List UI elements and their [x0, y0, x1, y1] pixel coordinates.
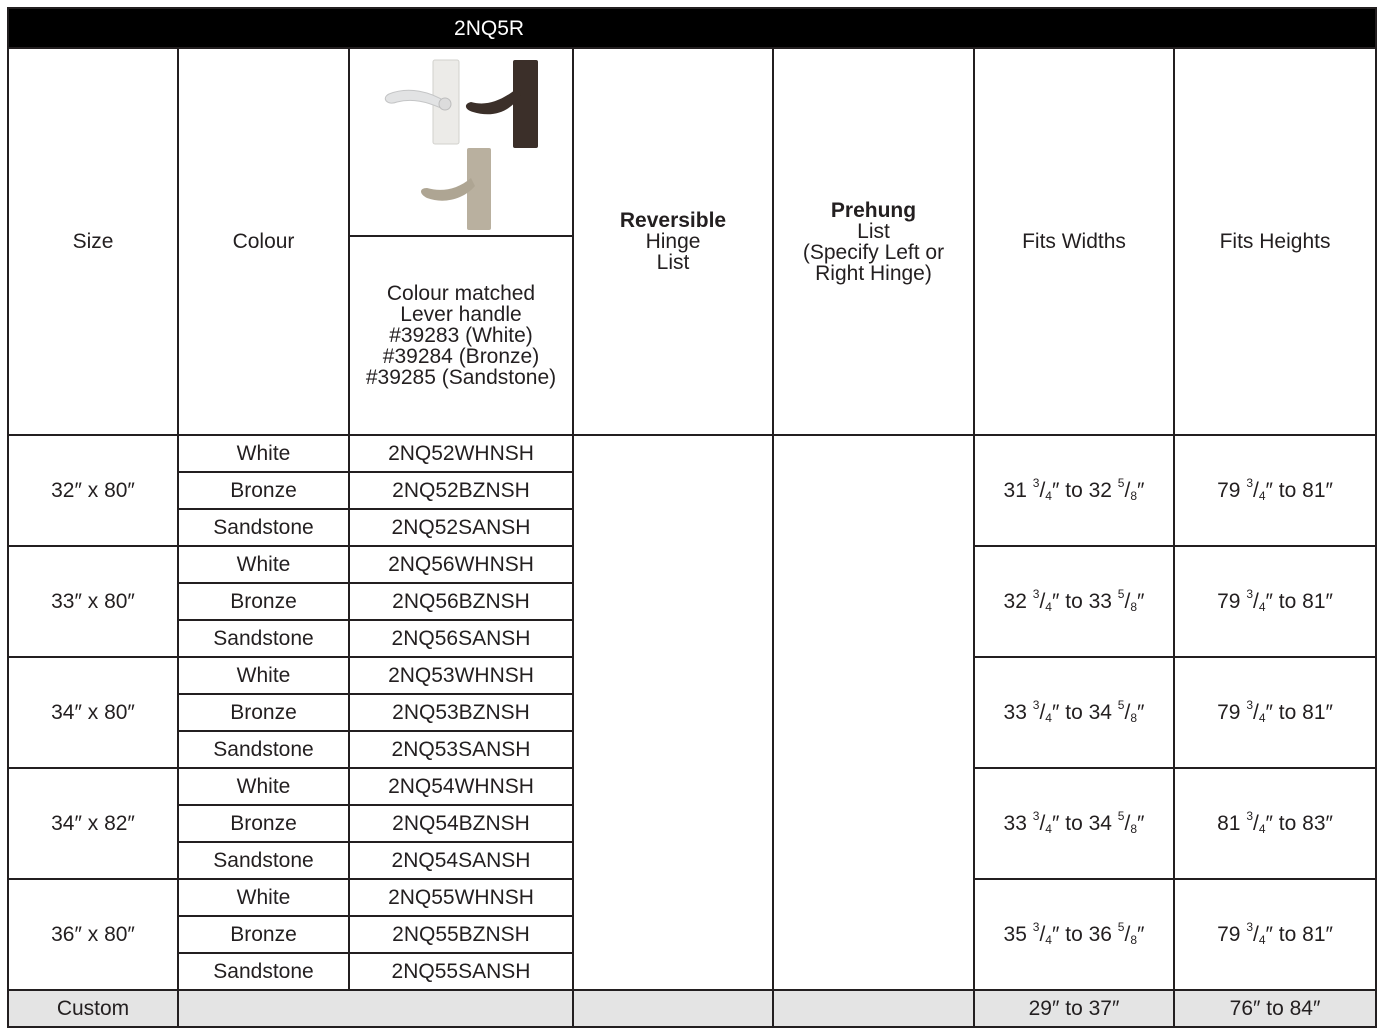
- fraction-den: 4: [1258, 933, 1266, 947]
- colour-cell: Sandstone: [178, 731, 349, 768]
- custom-label: Custom: [8, 990, 178, 1027]
- colour-cell: White: [178, 768, 349, 805]
- height-whole: 81: [1217, 812, 1241, 835]
- fits-height-cell: [1174, 657, 1376, 768]
- fraction-den: 4: [1045, 933, 1052, 947]
- white-lever-handle-icon: [385, 60, 459, 144]
- height-whole: 79: [1217, 479, 1241, 502]
- header-row: [8, 48, 1376, 236]
- fits-width-cell: [974, 435, 1174, 546]
- fraction-den: 8: [1130, 933, 1138, 947]
- fraction: $^3/_4$: [1246, 476, 1266, 503]
- sandstone-lever-handle-icon: [421, 148, 491, 230]
- fraction-den: 4: [1258, 600, 1266, 614]
- product-code-cell: 2NQ56SANSH: [349, 620, 573, 657]
- product-code-cell: 2NQ54BZNSH: [349, 805, 573, 842]
- fraction-den: 8: [1130, 822, 1138, 836]
- colour-cell: Sandstone: [178, 620, 349, 657]
- fraction: $^5/_8$: [1117, 476, 1138, 503]
- header-reversible: [573, 48, 773, 435]
- width-whole: 33: [1003, 701, 1027, 724]
- header-prehung: [773, 48, 974, 435]
- colour-cell: Bronze: [178, 916, 349, 953]
- handle-desc-line: #39283 (White): [389, 324, 533, 347]
- width-mid: ″ to 33: [1051, 590, 1112, 613]
- fraction-den: 4: [1258, 489, 1266, 503]
- table-row: [8, 435, 1376, 472]
- handle-desc-line: Colour matched: [386, 282, 536, 305]
- handle-description: [349, 236, 573, 435]
- fraction-den: 4: [1045, 600, 1052, 614]
- fraction-num: 3: [1246, 809, 1253, 823]
- fraction-num: 3: [1032, 920, 1040, 934]
- height-whole: 79: [1217, 923, 1241, 946]
- product-code-cell: 2NQ53WHNSH: [349, 657, 573, 694]
- width-mid: ″ to 34: [1051, 812, 1112, 835]
- width-end: ″: [1137, 590, 1145, 613]
- product-code-cell: 2NQ54SANSH: [349, 842, 573, 879]
- fraction-num: 3: [1032, 809, 1040, 823]
- header-colour: Colour: [178, 48, 349, 435]
- width-mid: ″ to 32: [1051, 479, 1112, 502]
- size-cell: 34″ x 80″: [8, 657, 178, 768]
- colour-cell: White: [178, 657, 349, 694]
- custom-width: 29″ to 37″: [974, 990, 1174, 1027]
- custom-empty-cell: [178, 990, 573, 1027]
- product-code-cell: 2NQ52SANSH: [349, 509, 573, 546]
- header-fits-heights: Fits Heights: [1174, 48, 1376, 435]
- product-code-cell: 2NQ56BZNSH: [349, 583, 573, 620]
- fraction-den: 4: [1045, 822, 1052, 836]
- height-end: ″ to 81″: [1265, 701, 1333, 724]
- fits-height-cell: [1174, 879, 1376, 990]
- width-whole: 35: [1003, 923, 1027, 946]
- fraction-num: 3: [1032, 476, 1040, 490]
- fraction: $^3/_4$: [1246, 920, 1266, 947]
- fits-width-cell: [974, 546, 1174, 657]
- fits-height-cell: [1174, 435, 1376, 546]
- title-cell: [8, 8, 1376, 48]
- custom-row: [8, 990, 1376, 1027]
- fraction: $^3/_4$: [1032, 920, 1052, 947]
- fraction-den: 8: [1130, 600, 1138, 614]
- fits-width-cell: [974, 768, 1174, 879]
- handle-desc-line: Lever handle: [400, 303, 522, 326]
- colour-cell: White: [178, 546, 349, 583]
- width-end: ″: [1137, 479, 1145, 502]
- size-cell: 32″ x 80″: [8, 435, 178, 546]
- colour-cell: White: [178, 879, 349, 916]
- fraction: $^3/_4$: [1032, 587, 1052, 614]
- fraction-den: 4: [1045, 489, 1052, 503]
- fraction-den: 8: [1130, 711, 1138, 725]
- header-prehung-title: Prehung: [830, 198, 917, 222]
- size-cell: 33″ x 80″: [8, 546, 178, 657]
- fraction-num: 3: [1246, 587, 1253, 601]
- product-code-cell: 2NQ55BZNSH: [349, 916, 573, 953]
- fraction: $^5/_8$: [1117, 920, 1138, 947]
- bronze-lever-handle-icon: [466, 60, 538, 148]
- fraction-num: 5: [1117, 698, 1125, 712]
- height-end: ″ to 81″: [1265, 479, 1333, 502]
- fraction-num: 3: [1032, 698, 1040, 712]
- fraction: $^3/_4$: [1032, 809, 1052, 836]
- height-end: ″ to 81″: [1265, 923, 1333, 946]
- size-cell: 34″ x 82″: [8, 768, 178, 879]
- width-whole: 32: [1003, 590, 1027, 613]
- header-prehung-line: Right Hinge): [815, 261, 932, 285]
- product-code-cell: 2NQ53BZNSH: [349, 694, 573, 731]
- custom-empty-cell: [773, 990, 974, 1027]
- fraction: $^3/_4$: [1032, 698, 1052, 725]
- height-whole: 79: [1217, 590, 1241, 613]
- width-whole: 33: [1003, 812, 1027, 835]
- header-fits-widths: Fits Widths: [974, 48, 1174, 435]
- height-whole: 79: [1217, 701, 1241, 724]
- fraction-num: 3: [1246, 698, 1253, 712]
- size-cell: 36″ x 80″: [8, 879, 178, 990]
- header-reversible-title: Reversible: [619, 209, 727, 232]
- colour-cell: Bronze: [178, 694, 349, 731]
- handle-desc-line: #39284 (Bronze): [382, 345, 540, 368]
- colour-cell: Bronze: [178, 805, 349, 842]
- title-row: [8, 8, 1376, 48]
- width-mid: ″ to 34: [1051, 701, 1112, 724]
- fraction-den: 8: [1130, 489, 1138, 503]
- fraction-num: 3: [1032, 587, 1040, 601]
- product-code-cell: 2NQ55SANSH: [349, 953, 573, 990]
- fraction: $^5/_8$: [1117, 809, 1138, 836]
- fraction-num: 3: [1246, 476, 1253, 490]
- product-code-cell: 2NQ54WHNSH: [349, 768, 573, 805]
- fraction-num: 3: [1246, 920, 1253, 934]
- height-end: ″ to 83″: [1265, 812, 1333, 835]
- spec-table: [7, 7, 1377, 1028]
- fraction: $^5/_8$: [1117, 698, 1138, 725]
- product-code-cell: 2NQ53SANSH: [349, 731, 573, 768]
- header-prehung-line: (Specify Left or: [802, 240, 945, 264]
- fraction-den: 4: [1045, 711, 1052, 725]
- fraction: $^3/_4$: [1032, 476, 1052, 503]
- fraction-num: 5: [1117, 920, 1125, 934]
- custom-empty-cell: [573, 990, 773, 1027]
- header-prehung-line: List: [857, 219, 890, 243]
- reversible-empty-cell: [573, 435, 773, 990]
- fits-width-cell: [974, 657, 1174, 768]
- width-end: ″: [1137, 923, 1145, 946]
- fraction-num: 5: [1117, 476, 1125, 490]
- fraction: $^3/_4$: [1246, 809, 1266, 836]
- fraction: $^3/_4$: [1246, 587, 1266, 614]
- header-reversible-line: List: [656, 251, 690, 274]
- fraction-den: 4: [1258, 711, 1266, 725]
- header-size: Size: [8, 48, 178, 435]
- fraction: $^5/_8$: [1117, 587, 1138, 614]
- colour-cell: White: [178, 435, 349, 472]
- colour-cell: Bronze: [178, 583, 349, 620]
- product-title: 2NQ5R: [454, 16, 525, 40]
- width-end: ″: [1137, 701, 1145, 724]
- fits-width-cell: [974, 879, 1174, 990]
- width-whole: 31: [1003, 479, 1027, 502]
- header-reversible-line: Hinge: [645, 230, 701, 253]
- height-end: ″ to 81″: [1265, 590, 1333, 613]
- prehung-empty-cell: [773, 435, 974, 990]
- fraction-num: 5: [1117, 809, 1125, 823]
- custom-height: 76″ to 84″: [1174, 990, 1376, 1027]
- handle-images: [361, 52, 561, 232]
- fits-height-cell: [1174, 546, 1376, 657]
- width-mid: ″ to 36: [1051, 923, 1112, 946]
- colour-cell: Bronze: [178, 472, 349, 509]
- fraction: $^3/_4$: [1246, 698, 1266, 725]
- fraction-den: 4: [1258, 822, 1266, 836]
- colour-cell: Sandstone: [178, 509, 349, 546]
- product-code-cell: 2NQ55WHNSH: [349, 879, 573, 916]
- handle-images-cell: [349, 48, 573, 236]
- colour-cell: Sandstone: [178, 842, 349, 879]
- width-end: ″: [1137, 812, 1145, 835]
- fraction-num: 5: [1117, 587, 1125, 601]
- product-code-cell: 2NQ52WHNSH: [349, 435, 573, 472]
- colour-cell: Sandstone: [178, 953, 349, 990]
- product-code-cell: 2NQ56WHNSH: [349, 546, 573, 583]
- handle-desc-line: #39285 (Sandstone): [365, 366, 557, 389]
- fits-height-cell: [1174, 768, 1376, 879]
- product-code-cell: 2NQ52BZNSH: [349, 472, 573, 509]
